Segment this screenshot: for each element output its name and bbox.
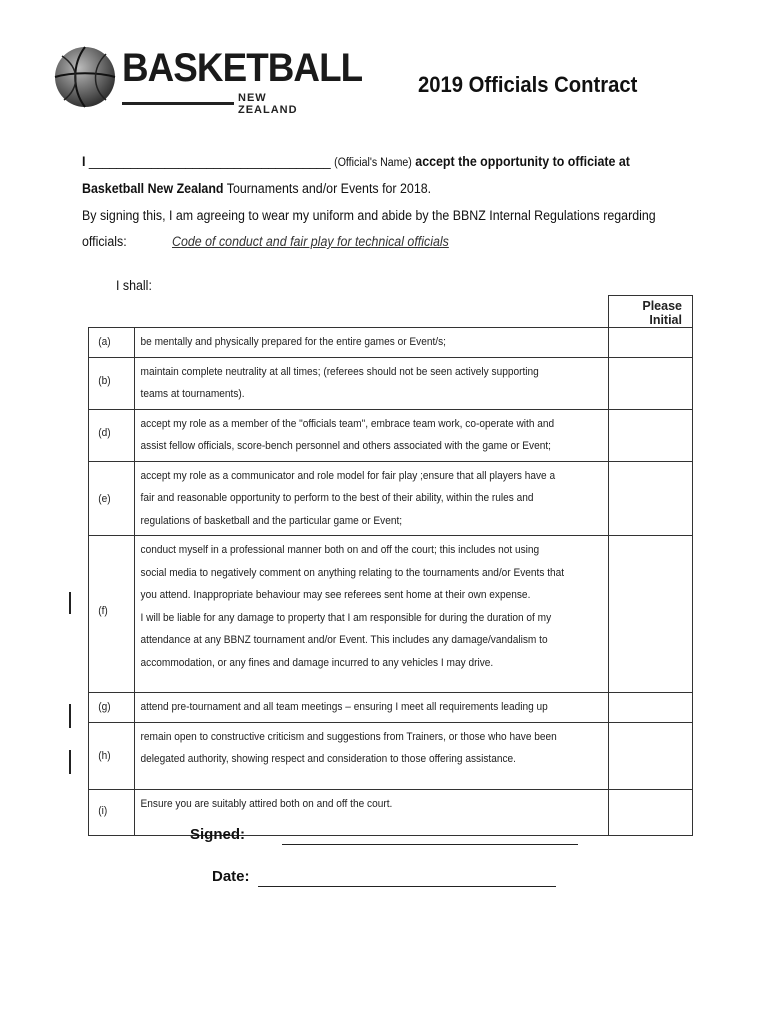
initial-cell-a[interactable]	[608, 328, 692, 358]
initial-cell-d[interactable]	[608, 409, 692, 461]
intro-line-2	[82, 181, 431, 196]
intro-i: I	[82, 154, 86, 169]
initial-cell-b[interactable]	[608, 357, 692, 409]
page-title: 2019 Officials Contract	[418, 72, 638, 97]
table-row	[89, 536, 693, 693]
row-text: conduct myself in a professional manner both on and off the court; this includes not using social media to negatively comment on anything relating to the tournaments and/or Events that you attend. Inappropriate behaviour may see referees sent home at their own expense. I will be liable for any damage to property that I am responsible for during the duration of my attendance at any BBNZ tournament and/or Event. This includes any damage/vandalism to accommodation, or any fines and damage incurred to any vehicles I may drive.	[140, 544, 565, 669]
change-bar	[69, 704, 71, 728]
table-row	[89, 357, 693, 409]
official-name-hint: (Official's Name)	[334, 157, 412, 169]
code-of-conduct-link[interactable]: Code of conduct and fair play for technical officials	[172, 234, 449, 249]
row-label: (a)	[98, 336, 111, 348]
table-row	[89, 789, 693, 835]
initial-cell-g[interactable]	[608, 693, 692, 723]
row-text: Ensure you are suitably attired both on and off the court.	[140, 797, 393, 810]
row-label: (i)	[98, 804, 108, 817]
intro-accept: accept the opportunity to officiate at	[415, 154, 630, 169]
initial-cell-f[interactable]	[608, 536, 692, 693]
row-label: (f)	[98, 605, 108, 617]
table-row	[89, 409, 693, 461]
row-label: (e)	[98, 492, 111, 505]
initial-cell-i[interactable]	[608, 789, 692, 835]
basketball-nz-logo	[52, 44, 363, 116]
official-name-blank[interactable]: ___________________________________	[88, 154, 331, 169]
i-shall-label: I shall:	[116, 278, 152, 293]
signed-label: Signed:	[190, 826, 245, 843]
intro-line-4: officials:	[82, 234, 127, 249]
row-text: attend pre-tournament and all team meetings – ensuring I meet all requirements leading up	[140, 701, 549, 713]
row-text: accept my role as a communicator and role model for fair play ;ensure that all players have a fair and reasonable opportunity to perform to the best of their ability, within the rules and regulations of basketball and the particular game or Event;	[140, 469, 556, 527]
change-bar	[69, 750, 71, 774]
intro-line-2-rest: Tournaments and/or Events for 2018.	[226, 181, 432, 196]
change-bar	[69, 592, 71, 614]
intro-line-1	[82, 154, 630, 169]
row-text: remain open to constructive criticism and suggestions from Trainers, or those who have been delegated authority, showing respect and consideration to those offering assistance.	[140, 730, 558, 765]
please-initial-header: Please Initial	[608, 296, 692, 328]
date-line[interactable]	[258, 886, 556, 887]
initial-cell-e[interactable]	[608, 461, 692, 536]
row-label: (b)	[98, 374, 111, 387]
row-text: be mentally and physically prepared for the entire games or Event/s;	[140, 336, 447, 348]
date-label: Date:	[212, 868, 250, 885]
signature-line[interactable]	[282, 844, 578, 845]
basketball-icon	[52, 44, 118, 110]
rules-table	[88, 295, 693, 836]
row-label: (h)	[98, 749, 111, 762]
logo-wordmark: BASKETBALL	[122, 46, 363, 90]
table-row	[89, 693, 693, 723]
row-text: maintain complete neutrality at all times; (referees should not be seen actively supporting teams at tournaments).	[140, 365, 540, 400]
logo-subtitle: NEW ZEALAND	[238, 92, 298, 116]
initial-cell-h[interactable]	[608, 722, 692, 789]
table-row	[89, 328, 693, 358]
intro-org: Basketball New Zealand	[82, 181, 224, 196]
row-label: (d)	[98, 426, 111, 439]
row-label: (g)	[98, 701, 111, 713]
logo-underline	[122, 102, 234, 105]
table-header-row	[89, 296, 693, 328]
table-row	[89, 461, 693, 536]
table-row	[89, 722, 693, 789]
intro-line-3: By signing this, I am agreeing to wear my uniform and abide by the BBNZ Internal Regulations regarding	[82, 208, 656, 223]
row-text: accept my role as a member of the "officials team", embrace team work, co-operate with and assist fellow officials, score-bench personnel and others associated with the game or Event;	[140, 417, 555, 452]
